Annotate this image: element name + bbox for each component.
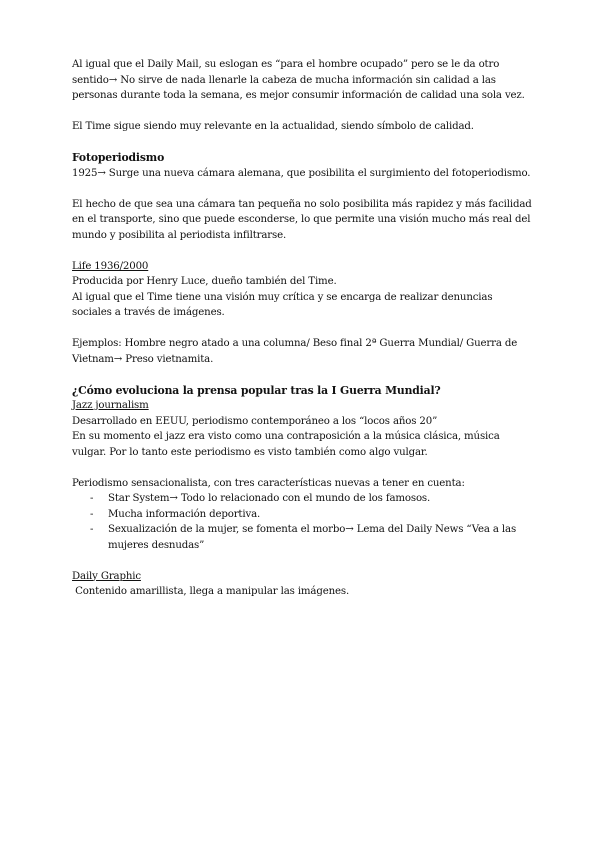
paragraph-sensacionalista: Periodismo sensacionalista, con tres características nuevas a tener en cuenta: <box>72 477 465 489</box>
document-body <box>72 57 534 600</box>
list-item: - Star System→ Todo lo relacionado con el mundo de los famosos. <box>72 491 534 507</box>
characteristics-list <box>72 491 534 553</box>
subheading-jazz-journalism: Jazz journalism <box>72 400 149 411</box>
paragraph-henry-luce: Producida por Henry Luce, dueño también del Time. <box>72 276 337 287</box>
paragraph-amarillista: Contenido amarillista, llega a manipular las imágenes. <box>72 586 350 597</box>
paragraph-jazz-eeuu: Desarrollado en EEUU, periodismo contemporáneo a los “locos años 20” <box>72 415 438 427</box>
paragraph-1925-camera: 1925→ Surge una nueva cámara alemana, que posibilita el surgimiento del fotoperiodismo. <box>72 167 531 179</box>
dash-bullet: - <box>90 524 94 535</box>
list-item: - Sexualización de la mujer, se fomenta el morbo→ Lema del Daily News “Vea a las mujeres desnudas” <box>90 524 517 551</box>
heading-prensa-popular: ¿Cómo evoluciona la prensa popular tras la I Guerra Mundial? <box>72 383 441 397</box>
dash-bullet: - <box>90 493 94 504</box>
subheading-daily-graphic: Daily Graphic <box>72 570 141 582</box>
paragraph-examples: Ejemplos: Hombre negro atado a una columna/ Beso final 2ª Guerra Mundial/ Guerra de Vietnam→ Preso vietnamita. <box>72 338 518 365</box>
dash-bullet: - <box>90 508 94 520</box>
paragraph-life-critical-view: Al igual que el Time tiene una visión muy crítica y se encarga de realizar denuncias sociales a través de imágenes. <box>72 291 493 318</box>
paragraph-daily-mail-slogan: Al igual que el Daily Mail, su eslogan es “para el hombre ocupado” pero se le da otro sentido→ No sirve de nada llenarle la cabeza de mucha información sin calidad a las personas durante toda la semana, es mejor consumir información de calidad una sola vez. <box>72 59 525 101</box>
paragraph-time-relevance: El Time sigue siendo muy relevante en la actualidad, siendo símbolo de calidad. <box>72 121 474 132</box>
subheading-life: Life 1936/2000 <box>72 260 149 272</box>
list-item: - Mucha información deportiva. <box>72 507 534 523</box>
paragraph-jazz-vulgar: En su momento el jazz era visto como una contraposición a la música clásica, música vulgar. Por lo tanto este periodismo es visto también como algo vulgar. <box>72 431 500 458</box>
heading-fotoperiodismo: Fotoperiodismo <box>72 151 165 164</box>
paragraph-camera-benefits: El hecho de que sea una cámara tan pequeña no solo posibilita más rapidez y más facilidad en el transporte, sino que puede esconderse, lo que permite una visión mucho más real del mundo y posibilita al periodista infiltrarse. <box>72 198 532 241</box>
